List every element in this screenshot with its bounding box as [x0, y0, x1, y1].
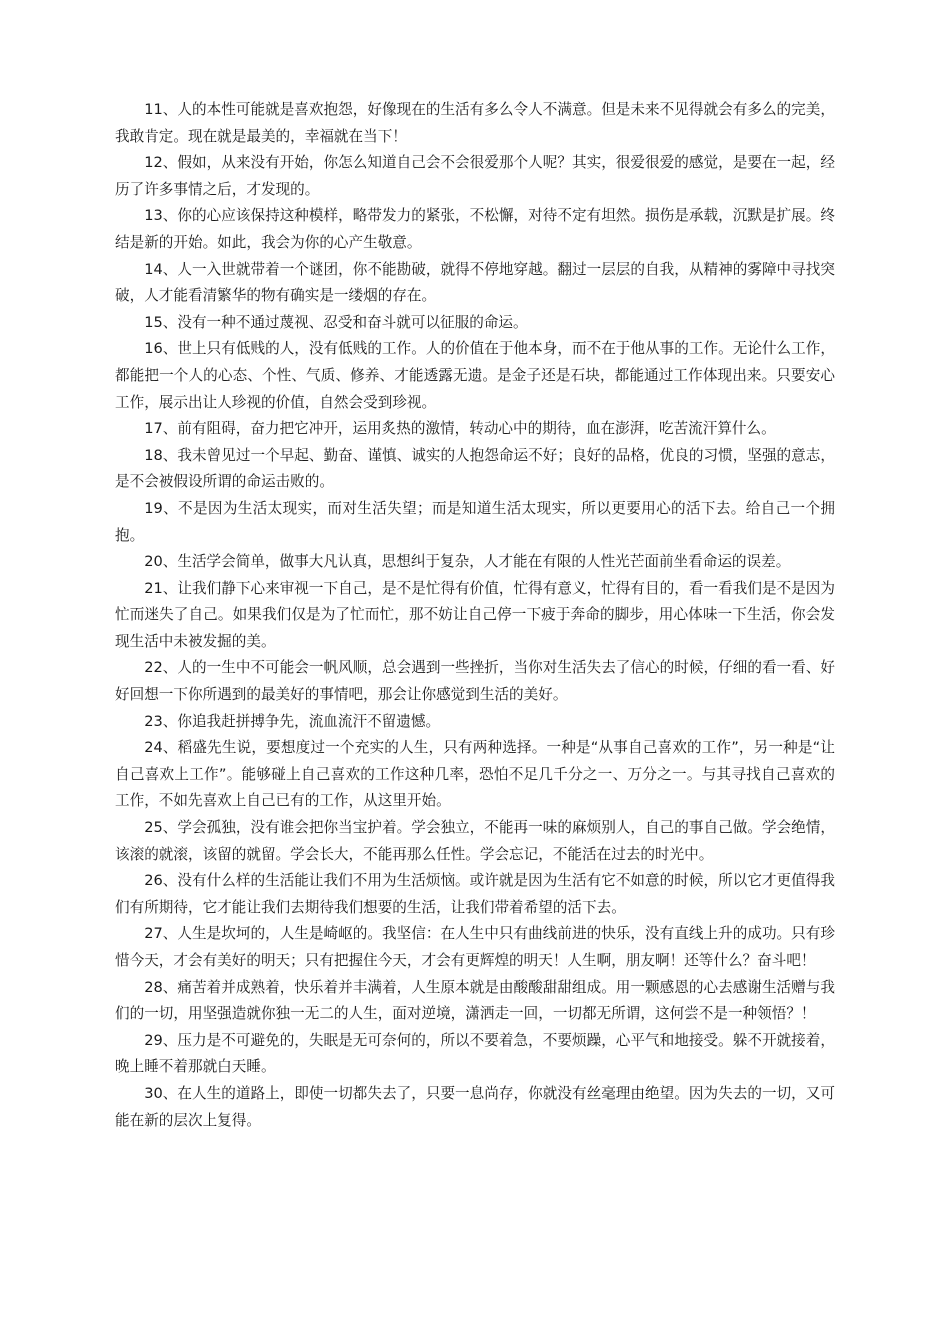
paragraph-27: 27、人生是坎坷的，人生是崎岖的。我坚信：在人生中只有曲线前进的快乐，没有直线上升的成功。只有珍惜今天，才会有美好的明天；只有把握住今天，才会有更辉煌的明天！人生啊，朋友啊！还等什么？奋斗吧！ — [115, 925, 835, 969]
paragraph-28: 28、痛苦着并成熟着，快乐着并丰满着，人生原本就是由酸酸甜甜组成。用一颗感恩的心去感谢生活赠与我们的一切，用坚强造就你独一无二的人生，面对逆境，潇洒走一回，一切都无所谓，这何尝不是一种领悟？！ — [115, 978, 835, 1023]
paragraph-23: 23、你追我赶拼搏争先，流血流汗不留遗憾。 — [144, 712, 441, 730]
paragraph-11: 11、人的本性可能就是喜欢抱怨，好像现在的生活有多么令人不满意。但是未来不见得就会有多么的完美，我敢肯定。现在就是最美的，幸福就在当下！ — [115, 101, 835, 145]
paragraph-24: 24、稻盛先生说，要想度过一个充实的人生，只有两种选择。一种是“从事自己喜欢的工作”，另一种是“让自己喜欢上工作”。能够碰上自己喜欢的工作这种几率，恐怕不足几千分之一、万分之一。与其寻找自己喜欢的工作，不如先喜欢上自己已有的工作，从这里开始。 — [115, 739, 835, 810]
paragraph-12: 12、假如，从来没有开始，你怎么知道自己会不会很爱那个人呢？其实，很爱很爱的感觉，是要在一起，经历了许多事情之后，才发现的。 — [115, 154, 835, 198]
paragraph-13: 13、你的心应该保持这种模样，略带发力的紧张，不松懈，对待不定有坦然。损伤是承载，沉默是扩展。终结是新的开始。如此，我会为你的心产生敬意。 — [115, 207, 835, 251]
paragraph-19: 19、不是因为生活太现实，而对生活失望；而是知道生活太现实，所以更要用心的活下去。给自己一个拥抱。 — [115, 499, 835, 544]
paragraph-22: 22、人的一生中不可能会一帆风顺，总会遇到一些挫折，当你对生活失去了信心的时候，仔细的看一看、好好回想一下你所遇到的最美好的事情吧，那会让你感觉到生活的美好。 — [115, 659, 835, 704]
paragraph-30: 30、在人生的道路上，即使一切都失去了，只要一息尚存，你就没有丝毫理由绝望。因为失去的一切，又可能在新的层次上复得。 — [115, 1084, 835, 1129]
paragraph-18: 18、我未曾见过一个早起、勤奋、谨慎、诚实的人抱怨命运不好；良好的品格，优良的习惯，坚强的意志，是不会被假设所谓的命运击败的。 — [115, 446, 835, 491]
paragraph-20: 20、生活学会简单，做事大凡认真，思想纠于复杂，人才能在有限的人性光芒面前坐看命运的误差。 — [144, 553, 791, 571]
paragraph-17: 17、前有阻碍，奋力把它冲开，运用炙热的激情，转动心中的期待，血在澎湃，吃苦流汗算什么。 — [144, 420, 776, 438]
paragraph-16: 16、世上只有低贱的人，没有低贱的工作。人的价值在于他本身，而不在于他从事的工作。无论什么工作，都能把一个人的心态、个性、气质、修养、才能透露无遗。是金子还是石块，都能通过工作体现出来。只要安心工作，展示出让人珍视的价值，自然会受到珍视。 — [115, 340, 835, 411]
paragraph-26: 26、没有什么样的生活能让我们不用为生活烦恼。或许就是因为生活有它不如意的时候，所以它才更值得我们有所期待，它才能让我们去期待我们想要的生活，让我们带着希望的活下去。 — [115, 872, 835, 916]
paragraph-29: 29、压力是不可避免的，失眠是无可奈何的，所以不要着急，不要烦躁，心平气和地接受。躲不开就接着，晚上睡不着那就白天睡。 — [115, 1031, 835, 1076]
paragraph-25: 25、学会孤独，没有谁会把你当宝护着。学会独立，不能再一味的麻烦别人，自己的事自己做。学会绝情，该滚的就滚，该留的就留。学会长大，不能再那么任性。学会忘记，不能活在过去的时光中。 — [115, 819, 835, 863]
paragraph-15: 15、没有一种不通过蔑视、忍受和奋斗就可以征服的命运。 — [144, 313, 528, 331]
paragraph-21: 21、让我们静下心来审视一下自己，是不是忙得有价值，忙得有意义，忙得有目的，看一看我们是不是因为忙而迷失了自己。如果我们仅是为了忙而忙，那不妨让自己停一下疲于奔命的脚步，用心体味一下生活，你会发现生活中未被发掘的美。 — [115, 579, 835, 650]
paragraph-14: 14、人一入世就带着一个谜团，你不能勘破，就得不停地穿越。翻过一层层的自我，从精神的雾障中寻找突破，人才能看清繁华的物有确实是一缕烟的存在。 — [115, 260, 835, 305]
document-body — [115, 97, 835, 1134]
